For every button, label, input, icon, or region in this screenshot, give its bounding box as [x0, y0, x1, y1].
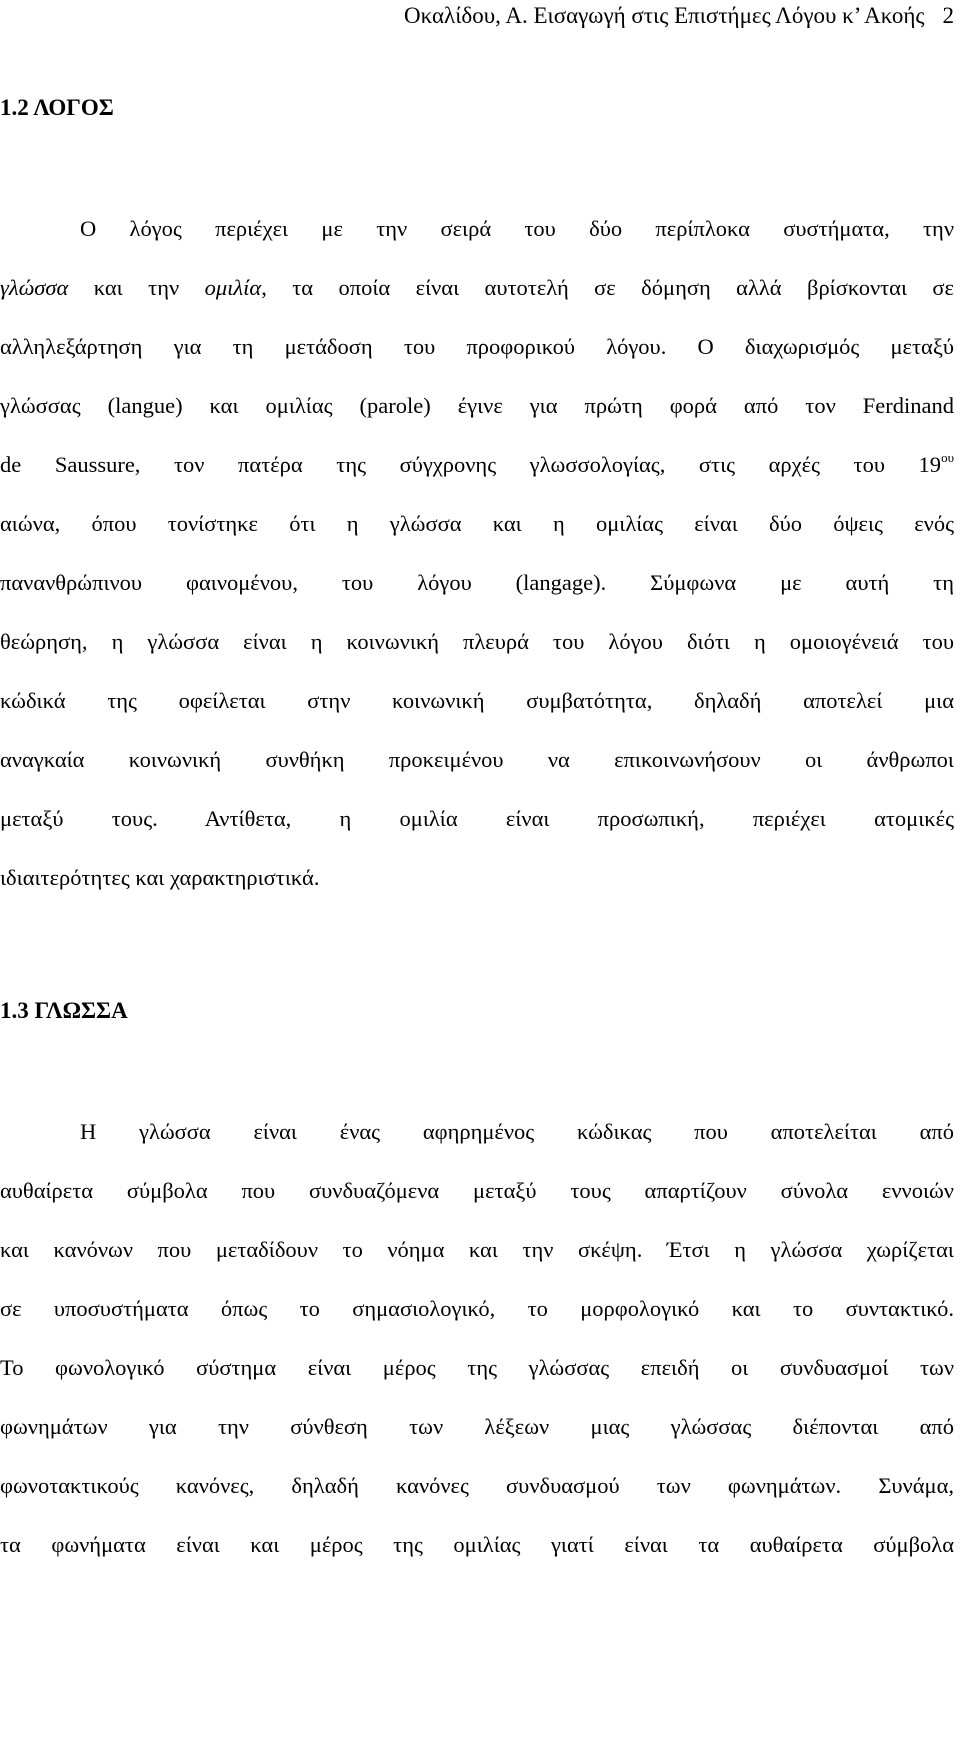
- section-body-1-2: [0, 215, 954, 923]
- paragraph-line: αναγκαία κοινωνική συνθήκη προκειμένου να επικοινωνήσουν οι άνθρωποι: [0, 747, 954, 772]
- paragraph-line: τα φωνήματα είναι και μέρος της ομιλίας γιατί είναι τα αυθαίρετα σύμβολα: [0, 1532, 954, 1557]
- paragraph-line: κώδικά της οφείλεται στην κοινωνική συμβατότητα, δηλαδή αποτελεί μια: [0, 688, 954, 713]
- page-number: 2: [942, 3, 954, 28]
- paragraph-line: πανανθρώπινου φαινομένου, του λόγου (langage). Σύμφωνα με αυτή τη: [0, 570, 954, 595]
- paragraph-line: φωνημάτων για την σύνθεση των λέξεων μιας γλώσσας διέπονται από: [0, 1414, 954, 1439]
- running-title: Οκαλίδου, Α. Εισαγωγή στις Επιστήμες Λόγου κ’ Ακοής: [404, 3, 925, 28]
- paragraph-line: αιώνα, όπου τονίστηκε ότι η γλώσσα και η ομιλίας είναι δύο όψεις ενός: [0, 511, 954, 536]
- paragraph-line: φωνοτακτικούς κανόνες, δηλαδή κανόνες συνδυασμού των φωνημάτων. Συνάμα,: [0, 1473, 954, 1498]
- section-heading-1-3: 1.3 ΓΛΩΣΣΑ: [0, 998, 128, 1023]
- term-glossa: γλώσσα: [0, 275, 69, 300]
- paragraph-line: μεταξύ τους. Αντίθετα, η ομιλία είναι προσωπική, περιέχει ατομικές: [0, 806, 954, 831]
- paragraph-line: γλώσσα και την ομιλία, τα οποία είναι αυτοτελή σε δόμηση αλλά βρίσκονται σε: [0, 275, 955, 300]
- section-heading-1-2: 1.2 ΛΟΓΟΣ: [0, 95, 114, 120]
- section-body-1-3: [0, 1118, 954, 1590]
- paragraph-line: γλώσσας (langue) και ομιλίας (parole) έγινε για πρώτη φορά από τον Ferdinand: [0, 393, 954, 418]
- paragraph-line: ιδιαιτερότητες και χαρακτηριστικά.: [0, 865, 320, 890]
- running-header: [404, 2, 954, 30]
- paragraph-line: Η γλώσσα είναι ένας αφηρημένος κώδικας που αποτελείται από: [80, 1119, 954, 1144]
- term-omilia: ομιλία: [204, 275, 262, 300]
- paragraph-line: de Saussure, τον πατέρα της σύγχρονης γλωσσολογίας, στις αρχές του $19^{o\upsilon}$: [0, 450, 954, 477]
- paragraph-line: αλληλεξάρτηση για τη μετάδοση του προφορικού λόγου. Ο διαχωρισμός μεταξύ: [0, 334, 954, 359]
- paragraph-line: και κανόνων που μεταδίδουν το νόημα και την σκέψη. Έτσι η γλώσσα χωρίζεται: [0, 1237, 954, 1262]
- superscript-ordinal: ου: [941, 450, 954, 465]
- paragraph-line: αυθαίρετα σύμβολα που συνδυαζόμενα μεταξύ τους απαρτίζουν σύνολα εννοιών: [0, 1178, 954, 1203]
- paragraph-line: Το φωνολογικό σύστημα είναι μέρος της γλώσσας επειδή οι συνδυασμοί των: [0, 1355, 954, 1380]
- paragraph-line: σε υποσυστήματα όπως το σημασιολογικό, το μορφολογικό και το συντακτικό.: [0, 1296, 954, 1321]
- paragraph-line: θεώρηση, η γλώσσα είναι η κοινωνική πλευρά του λόγου διότι η ομοιογένειά του: [0, 629, 954, 654]
- paragraph-line: Ο λόγος περιέχει με την σειρά του δύο περίπλοκα συστήματα, την: [80, 216, 954, 241]
